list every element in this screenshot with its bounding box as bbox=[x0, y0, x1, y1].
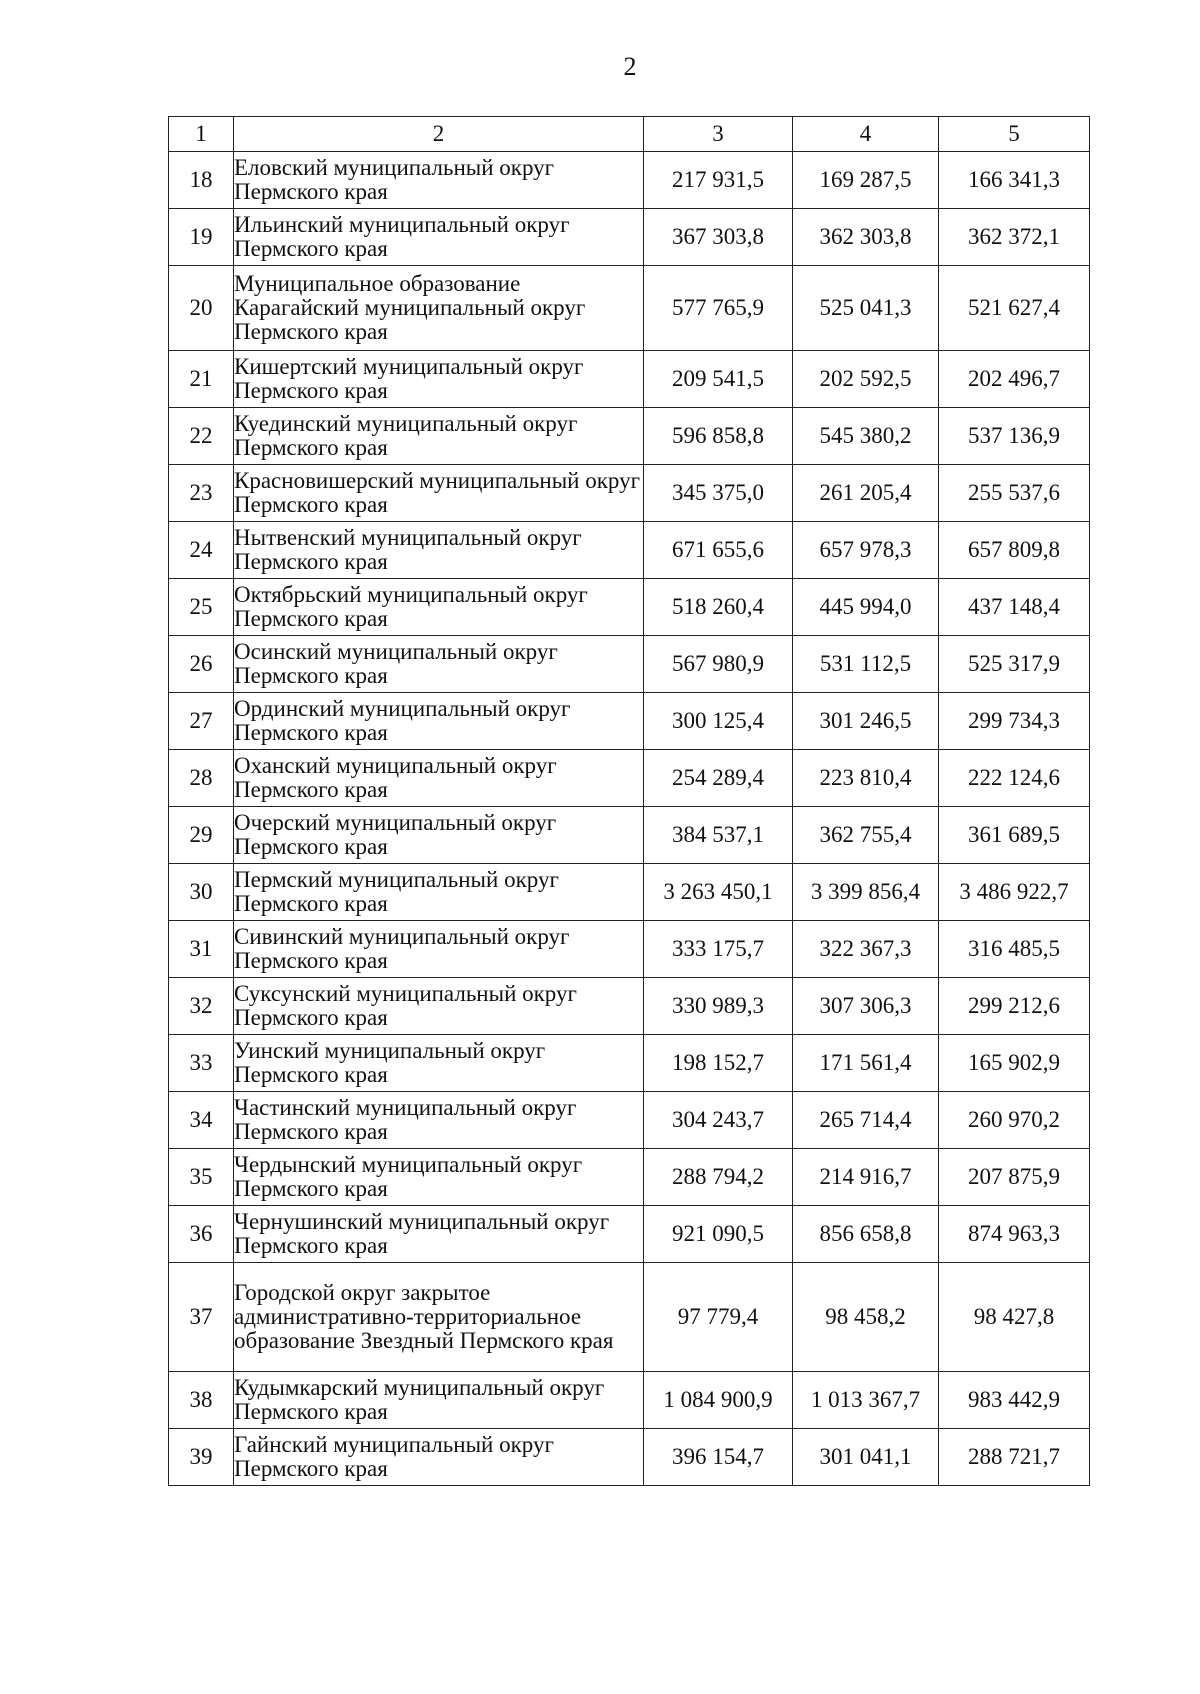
value-col3-cell: 596 858,8 bbox=[644, 408, 793, 465]
municipality-name-cell: Чернушинский муниципальный округ Пермского края bbox=[234, 1206, 644, 1263]
value-col3-cell: 567 980,9 bbox=[644, 636, 793, 693]
table-row bbox=[169, 1092, 1090, 1149]
value-col4-cell: 98 458,2 bbox=[793, 1263, 939, 1372]
table-row bbox=[169, 1429, 1090, 1486]
value-col4-cell: 362 303,8 bbox=[793, 209, 939, 266]
table-row bbox=[169, 1372, 1090, 1429]
row-number-cell: 36 bbox=[169, 1206, 234, 1263]
table-row bbox=[169, 636, 1090, 693]
table-row bbox=[169, 978, 1090, 1035]
value-col4-cell: 362 755,4 bbox=[793, 807, 939, 864]
page-number: 2 bbox=[623, 52, 637, 81]
row-number-cell: 31 bbox=[169, 921, 234, 978]
value-col5-cell: 299 212,6 bbox=[939, 978, 1090, 1035]
value-col3-cell: 330 989,3 bbox=[644, 978, 793, 1035]
table-row bbox=[169, 579, 1090, 636]
budget-table bbox=[168, 116, 1090, 1486]
municipality-name-cell: Оханский муниципальный округ Пермского края bbox=[234, 750, 644, 807]
table-header-row bbox=[169, 117, 1090, 152]
value-col3-cell: 671 655,6 bbox=[644, 522, 793, 579]
column-header-3: 3 bbox=[644, 117, 793, 152]
value-col5-cell: 874 963,3 bbox=[939, 1206, 1090, 1263]
municipality-name-cell: Ординский муниципальный округ Пермского края bbox=[234, 693, 644, 750]
row-number-cell: 20 bbox=[169, 266, 234, 351]
row-number-cell: 38 bbox=[169, 1372, 234, 1429]
value-col4-cell: 301 246,5 bbox=[793, 693, 939, 750]
value-col5-cell: 299 734,3 bbox=[939, 693, 1090, 750]
row-number-cell: 24 bbox=[169, 522, 234, 579]
municipality-name-cell: Ильинский муниципальный округ Пермского края bbox=[234, 209, 644, 266]
row-number-cell: 19 bbox=[169, 209, 234, 266]
value-col5-cell: 362 372,1 bbox=[939, 209, 1090, 266]
value-col5-cell: 657 809,8 bbox=[939, 522, 1090, 579]
column-header-2: 2 bbox=[234, 117, 644, 152]
row-number-cell: 26 bbox=[169, 636, 234, 693]
municipality-name-cell: Пермский муниципальный округ Пермского края bbox=[234, 864, 644, 921]
value-col5-cell: 3 486 922,7 bbox=[939, 864, 1090, 921]
table-row bbox=[169, 807, 1090, 864]
municipality-name-cell: Кудымкарский муниципальный округ Пермского края bbox=[234, 1372, 644, 1429]
row-number-cell: 37 bbox=[169, 1263, 234, 1372]
table-row bbox=[169, 1035, 1090, 1092]
value-col4-cell: 322 367,3 bbox=[793, 921, 939, 978]
row-number-cell: 29 bbox=[169, 807, 234, 864]
municipality-name-cell: Сивинский муниципальный округ Пермского края bbox=[234, 921, 644, 978]
value-col4-cell: 545 380,2 bbox=[793, 408, 939, 465]
column-header-1: 1 bbox=[169, 117, 234, 152]
table-row bbox=[169, 1149, 1090, 1206]
table-row bbox=[169, 750, 1090, 807]
table-row bbox=[169, 1263, 1090, 1372]
value-col3-cell: 577 765,9 bbox=[644, 266, 793, 351]
value-col3-cell: 198 152,7 bbox=[644, 1035, 793, 1092]
value-col4-cell: 202 592,5 bbox=[793, 351, 939, 408]
table-row bbox=[169, 1206, 1090, 1263]
value-col4-cell: 265 714,4 bbox=[793, 1092, 939, 1149]
table-row bbox=[169, 408, 1090, 465]
value-col5-cell: 165 902,9 bbox=[939, 1035, 1090, 1092]
municipality-name-cell: Уинский муниципальный округ Пермского края bbox=[234, 1035, 644, 1092]
value-col3-cell: 217 931,5 bbox=[644, 152, 793, 209]
row-number-cell: 30 bbox=[169, 864, 234, 921]
row-number-cell: 32 bbox=[169, 978, 234, 1035]
table-row bbox=[169, 522, 1090, 579]
value-col4-cell: 261 205,4 bbox=[793, 465, 939, 522]
value-col5-cell: 537 136,9 bbox=[939, 408, 1090, 465]
value-col3-cell: 333 175,7 bbox=[644, 921, 793, 978]
municipality-name-cell: Осинский муниципальный округ Пермского края bbox=[234, 636, 644, 693]
row-number-cell: 23 bbox=[169, 465, 234, 522]
municipality-name-cell: Еловский муниципальный округ Пермского края bbox=[234, 152, 644, 209]
table-row bbox=[169, 864, 1090, 921]
value-col5-cell: 983 442,9 bbox=[939, 1372, 1090, 1429]
row-number-cell: 35 bbox=[169, 1149, 234, 1206]
value-col4-cell: 307 306,3 bbox=[793, 978, 939, 1035]
municipality-name-cell: Частинский муниципальный округ Пермского края bbox=[234, 1092, 644, 1149]
value-col4-cell: 301 041,1 bbox=[793, 1429, 939, 1486]
table-row bbox=[169, 921, 1090, 978]
column-header-4: 4 bbox=[793, 117, 939, 152]
row-number-cell: 28 bbox=[169, 750, 234, 807]
value-col4-cell: 214 916,7 bbox=[793, 1149, 939, 1206]
value-col5-cell: 437 148,4 bbox=[939, 579, 1090, 636]
municipality-name-cell: Чердынский муниципальный округ Пермского края bbox=[234, 1149, 644, 1206]
row-number-cell: 33 bbox=[169, 1035, 234, 1092]
table-row bbox=[169, 351, 1090, 408]
value-col4-cell: 445 994,0 bbox=[793, 579, 939, 636]
value-col3-cell: 921 090,5 bbox=[644, 1206, 793, 1263]
municipality-name-cell: Куединский муниципальный округ Пермского края bbox=[234, 408, 644, 465]
value-col3-cell: 97 779,4 bbox=[644, 1263, 793, 1372]
value-col4-cell: 531 112,5 bbox=[793, 636, 939, 693]
value-col5-cell: 521 627,4 bbox=[939, 266, 1090, 351]
value-col3-cell: 209 541,5 bbox=[644, 351, 793, 408]
value-col4-cell: 169 287,5 bbox=[793, 152, 939, 209]
row-number-cell: 34 bbox=[169, 1092, 234, 1149]
value-col5-cell: 98 427,8 bbox=[939, 1263, 1090, 1372]
municipality-name-cell: Красновишерский муниципальный округ Пермского края bbox=[234, 465, 644, 522]
table-body bbox=[169, 152, 1090, 1486]
value-col3-cell: 345 375,0 bbox=[644, 465, 793, 522]
row-number-cell: 25 bbox=[169, 579, 234, 636]
municipality-name-cell: Гайнский муниципальный округ Пермского края bbox=[234, 1429, 644, 1486]
table-row bbox=[169, 465, 1090, 522]
value-col3-cell: 3 263 450,1 bbox=[644, 864, 793, 921]
value-col3-cell: 304 243,7 bbox=[644, 1092, 793, 1149]
municipality-name-cell: Городской округ закрытое административно-территориальное образование Звездный Пермского края bbox=[234, 1263, 644, 1372]
value-col5-cell: 260 970,2 bbox=[939, 1092, 1090, 1149]
municipality-name-cell: Муниципальное образование Карагайский муниципальный округ Пермского края bbox=[234, 266, 644, 351]
table-row bbox=[169, 152, 1090, 209]
row-number-cell: 39 bbox=[169, 1429, 234, 1486]
value-col5-cell: 288 721,7 bbox=[939, 1429, 1090, 1486]
value-col3-cell: 288 794,2 bbox=[644, 1149, 793, 1206]
value-col3-cell: 396 154,7 bbox=[644, 1429, 793, 1486]
value-col4-cell: 171 561,4 bbox=[793, 1035, 939, 1092]
value-col4-cell: 657 978,3 bbox=[793, 522, 939, 579]
value-col5-cell: 222 124,6 bbox=[939, 750, 1090, 807]
value-col5-cell: 316 485,5 bbox=[939, 921, 1090, 978]
value-col3-cell: 384 537,1 bbox=[644, 807, 793, 864]
column-header-5: 5 bbox=[939, 117, 1090, 152]
municipality-name-cell: Нытвенский муниципальный округ Пермского края bbox=[234, 522, 644, 579]
municipality-name-cell: Кишертский муниципальный округ Пермского края bbox=[234, 351, 644, 408]
value-col4-cell: 223 810,4 bbox=[793, 750, 939, 807]
value-col4-cell: 1 013 367,7 bbox=[793, 1372, 939, 1429]
row-number-cell: 22 bbox=[169, 408, 234, 465]
value-col3-cell: 300 125,4 bbox=[644, 693, 793, 750]
table-row bbox=[169, 209, 1090, 266]
row-number-cell: 21 bbox=[169, 351, 234, 408]
value-col3-cell: 254 289,4 bbox=[644, 750, 793, 807]
value-col3-cell: 518 260,4 bbox=[644, 579, 793, 636]
table-row bbox=[169, 266, 1090, 351]
row-number-cell: 27 bbox=[169, 693, 234, 750]
municipality-name-cell: Суксунский муниципальный округ Пермского края bbox=[234, 978, 644, 1035]
value-col5-cell: 166 341,3 bbox=[939, 152, 1090, 209]
table-row bbox=[169, 693, 1090, 750]
row-number-cell: 18 bbox=[169, 152, 234, 209]
value-col5-cell: 202 496,7 bbox=[939, 351, 1090, 408]
municipality-name-cell: Очерский муниципальный округ Пермского края bbox=[234, 807, 644, 864]
value-col3-cell: 367 303,8 bbox=[644, 209, 793, 266]
value-col5-cell: 207 875,9 bbox=[939, 1149, 1090, 1206]
municipality-name-cell: Октябрьский муниципальный округ Пермского края bbox=[234, 579, 644, 636]
value-col3-cell: 1 084 900,9 bbox=[644, 1372, 793, 1429]
value-col4-cell: 3 399 856,4 bbox=[793, 864, 939, 921]
value-col4-cell: 525 041,3 bbox=[793, 266, 939, 351]
value-col4-cell: 856 658,8 bbox=[793, 1206, 939, 1263]
value-col5-cell: 525 317,9 bbox=[939, 636, 1090, 693]
value-col5-cell: 255 537,6 bbox=[939, 465, 1090, 522]
value-col5-cell: 361 689,5 bbox=[939, 807, 1090, 864]
